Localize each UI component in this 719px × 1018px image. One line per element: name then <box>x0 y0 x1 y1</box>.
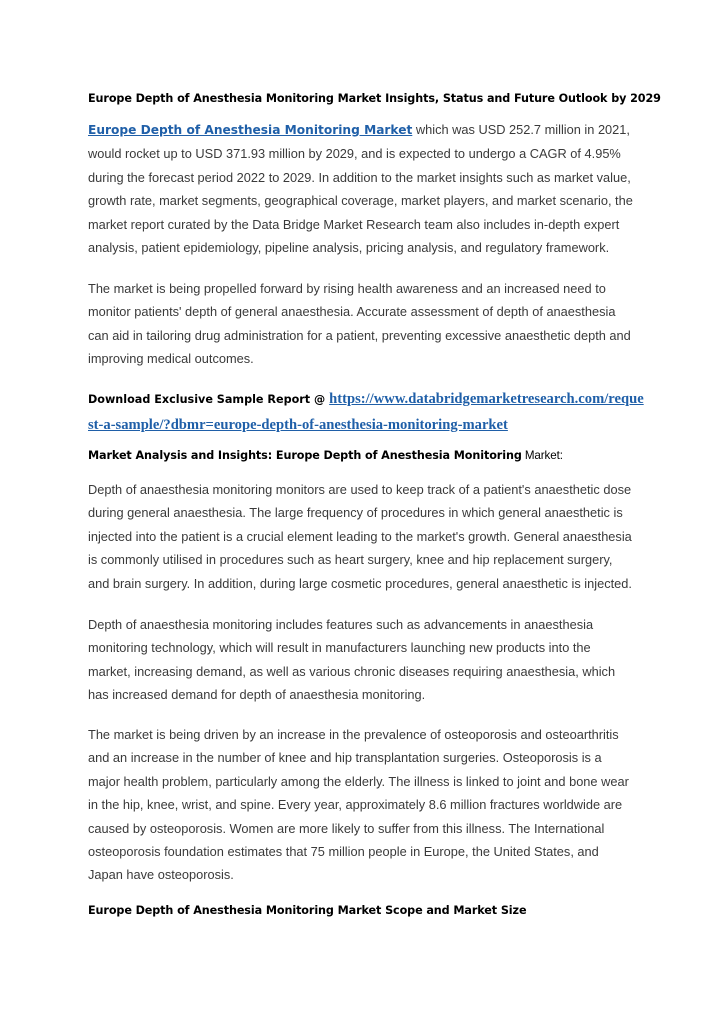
paragraph-monitors: Depth of anaesthesia monitoring monitors are used to keep track of a patient's anaesthetic dose during general anaesthesia. The large frequency of procedures in which general anaesthetic is injected into the patient is a crucial element leading to the market's growth. General anaesthesia is commonly utilised in procedures such as heart surgery, knee and hip replacement surgery, and brain surgery. In addition, during large cosmetic procedures, general anaesthetic is injected. <box>88 482 632 591</box>
analysis-heading-subject: Europe Depth of Anesthesia Monitoring <box>275 449 522 462</box>
paragraph-awareness: The market is being propelled forward by rising health awareness and an increased need to monitor patients' depth of general anaesthesia. Accurate assessment of depth of anaesthesia can aid in tailoring drug administration for a patient, preventing excessive anaesthetic depth and improving medical outcomes. <box>88 281 631 367</box>
market-link[interactable]: Europe Depth of Anesthesia Monitoring Market <box>88 123 413 137</box>
paragraph-features: Depth of anaesthesia monitoring includes features such as advancements in anaesthesia monitoring technology, which will result in manufacturers launching new products into the market, increasing demand, as well as various chronic diseases requiring anaesthesia, which has increased demand for depth of anaesthesia monitoring. <box>88 617 616 703</box>
analysis-heading-prefix: Market Analysis and Insights: <box>88 449 276 462</box>
download-label: Download Exclusive Sample Report @ <box>88 393 330 406</box>
analysis-heading-suffix: Market: <box>521 449 563 462</box>
document-title: Europe Depth of Anesthesia Monitoring Market Insights, Status and Future Outlook by 2029 <box>88 92 661 105</box>
paragraph-osteoporosis: The market is being driven by an increase in the prevalence of osteoporosis and osteoarthritis and an increase in the number of knee and hip transplantation surgeries. Osteoporosis is a major health problem, particularly among the elderly. The illness is linked to joint and bone wear in the hip, knee, wrist, and spine. Every year, approximately 8.6 million fractures worldwide are caused by osteoporosis. Women are more likely to suffer from this illness. The International osteoporosis foundation estimates that 75 million people in Europe, the United States, and Japan have osteoporosis. <box>88 727 629 883</box>
intro-text: which was USD 252.7 million in 2021, would rocket up to USD 371.93 million by 2029, and is expected to undergo a CAGR of 4.95% during the forecast period 2022 to 2029. In addition to the market insights such as market value, growth rate, market segments, geographical coverage, market players, and market scenario, the market report curated by the Data Bridge Market Research team also includes in-depth expert analysis, patient epidemiology, pipeline analysis, pricing analysis, and regulatory framework. <box>88 122 633 256</box>
intro-paragraph <box>88 118 633 259</box>
scope-heading: Europe Depth of Anesthesia Monitoring Market Scope and Market Size <box>88 904 527 917</box>
analysis-heading <box>88 449 563 462</box>
sample-report-link[interactable]: https://www.databridgemarketresearch.com/request-a-sample/?dbmr=europe-depth-of-anesthesia-monitoring-market <box>88 391 644 433</box>
download-section <box>88 386 648 438</box>
